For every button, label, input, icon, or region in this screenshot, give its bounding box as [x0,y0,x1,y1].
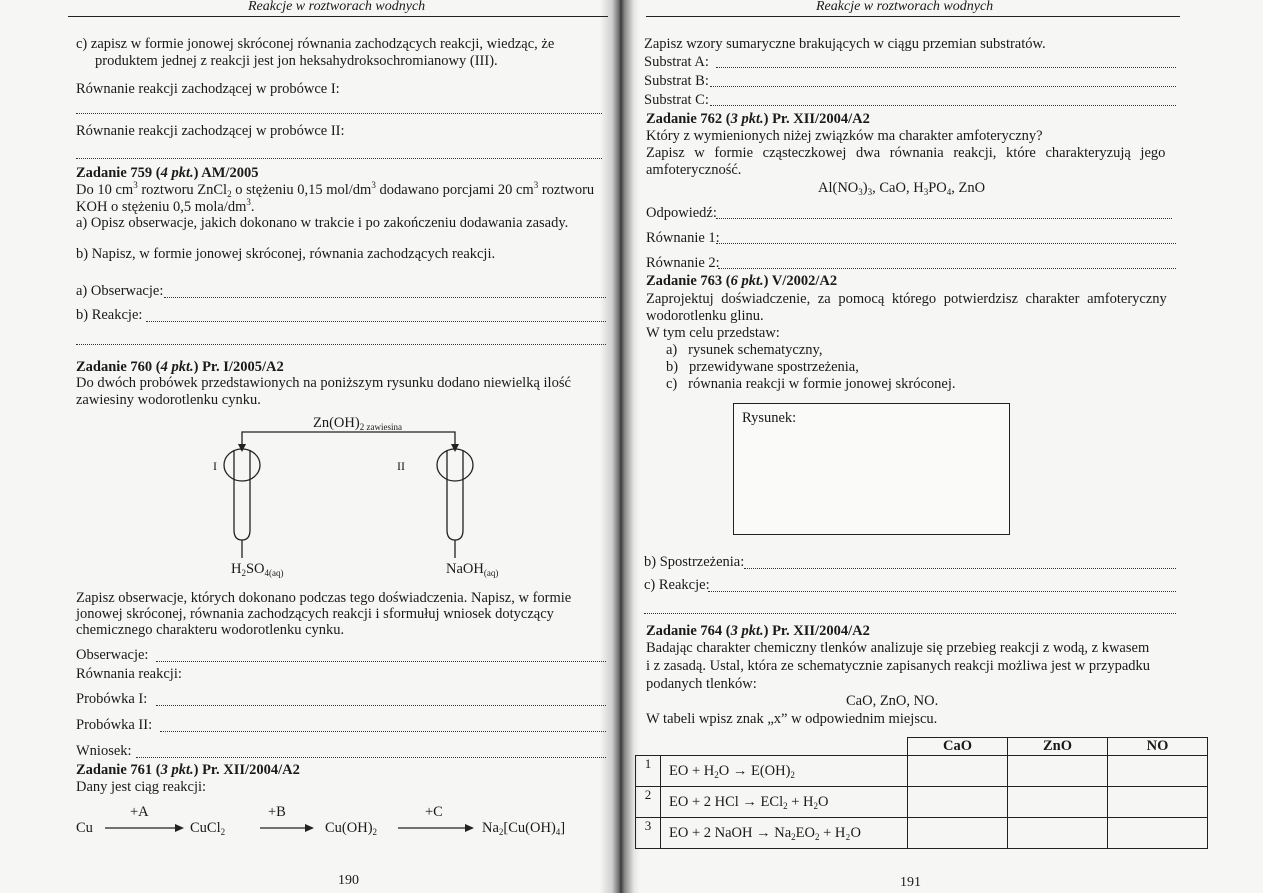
reagent-I-label: $H_2SO_{4(aq)}$ [231,561,284,578]
book-spine-shadow [600,0,640,893]
test-tubes-diagram [200,410,500,585]
reaction-chain-arrows [100,820,480,836]
task-760-line1: Do dwóch probówek przedstawionych na poniższym rysunku dodano niewielką ilość [76,375,571,391]
header-no: NO [1108,738,1208,756]
answer-line[interactable] [76,344,606,345]
reagent-II-label: NaOH$_{(aq)}$ [446,561,499,578]
equation-tube-I-label: Równanie reakcji zachodzącej w probówce I: [76,81,340,97]
task-763-line3: W tym celu przedstaw: [646,325,780,341]
answer-line[interactable] [644,613,1176,614]
task-764-line2: i z zasadą. Ustal, która ze schematycznie zapisanych reakcji możliwa jest w przypadku [646,658,1151,674]
task-763-item-b: b) przewidywane spostrzeżenia, [666,359,859,375]
right-page-number: 191 [900,875,921,890]
substrate-intro: Zapisz wzory sumaryczne brakujących w ciągu przemian substratów. [644,36,1046,52]
left-head-rule [68,16,608,17]
task-759-line2: KOH o stężeniu 0,5 mola/$dm^3$. [76,197,255,215]
task-760-tube-I-label: Probówka I: [76,691,148,707]
task-760-line2: zawiesiny wodorotlenku cynku. [76,392,261,408]
answer-cell[interactable] [1008,756,1108,787]
arrow-tip [238,444,246,452]
answer-cell[interactable] [908,756,1008,787]
answer-line[interactable] [160,731,606,732]
task-760-para3: chemicznego charakteru wodorotlenku cynku. [76,622,345,638]
drawing-box-label: Rysunek: [742,410,797,426]
task-760-observations-label: Obserwacje: [76,647,149,663]
answer-cell[interactable] [1008,818,1108,849]
answer-line[interactable] [710,105,1176,106]
equation-tube-II-label: Równanie reakcji zachodzącej w probówce II: [76,123,345,139]
answer-cell[interactable] [1008,787,1108,818]
table-header-row [636,738,1208,756]
answer-line[interactable] [164,297,606,298]
row-equation: EO + $H_2O \to E(OH)_2$ [661,756,908,787]
c-instruction-line2: produktem jednej z reakcji jest jon heksahydroksochromianowy (III). [95,53,498,69]
task-762-formulas: $Al(NO_3)_3$, CaO, $H_3PO_4$, ZnO [818,180,986,197]
task-761-title: Zadanie 761 (3 pkt.) Pr. XII/2004/A2 [76,762,300,778]
task-762-line1: Który z wymienionych niżej związków ma charakter amfoteryczny? [646,128,1043,144]
task-760-para2: jonowej skróconej, równania zachodzących reakcji i sformułuj wniosek dotyczący [76,606,554,622]
task-764-line3: podanych tlenków: [646,676,757,692]
figure-top-label: $Zn(OH)_{2 zawiesina}$ [313,415,402,432]
task-764-title: Zadanie 764 (3 pkt.) Pr. XII/2004/A2 [646,623,870,639]
task-764-line4: W tabeli wpisz znak „x” w odpowiednim miejscu. [646,711,938,727]
answer-line[interactable] [718,268,1176,269]
tube-I-label: I [213,459,217,473]
substrate-c-label: Substrat C: [644,92,709,108]
answer-line[interactable] [716,243,1176,244]
task-762-line2: Zapisz w formie cząsteczkowej dwa równania reakcji, które charakteryzują jego [646,145,1166,161]
table-row [636,756,1208,787]
task-763-line2: wodorotlenku glinu. [646,308,764,324]
header-zno: ZnO [1008,738,1108,756]
task-763-title: Zadanie 763 (6 pkt.) V/2002/A2 [646,273,838,289]
task-762-title: Zadanie 762 (3 pkt.) Pr. XII/2004/A2 [646,111,870,127]
task-759-title: Zadanie 759 (4 pkt.) AM/2005 [76,165,259,181]
task-761-line1: Dany jest ciąg reakcji: [76,779,207,795]
row-number: 2 [636,787,661,818]
chain-plus-a: +A [130,804,149,820]
substrate-a-label: Substrat A: [644,54,709,70]
task-759-observations-label: a) Obserwacje: [76,283,164,299]
task-759-reactions-label: b) Reakcje: [76,307,143,323]
table-row [636,787,1208,818]
answer-line[interactable] [710,86,1176,87]
task-760-title: Zadanie 760 (4 pkt.) Pr. I/2005/A2 [76,359,284,375]
answer-line[interactable] [156,705,606,706]
answer-cell[interactable] [1108,787,1208,818]
task-760-para1: Zapisz obserwacje, których dokonano podczas tego doświadczenia. Napisz, w formie [76,590,572,606]
task-763-item-a: a) rysunek schematyczny, [666,342,823,358]
task-764-line1: Badając charakter chemiczny tlenków analizuje się przebieg reakcji z wodą, z kwasem [646,640,1150,656]
task-760-conclusion-label: Wniosek: [76,743,132,759]
connector-line [242,432,455,446]
chain-plus-c: +C [425,804,443,820]
answer-line[interactable] [146,321,606,322]
test-tube-I [224,449,260,558]
table-row [636,818,1208,849]
task-762-line3: amfoteryczność. [646,162,742,178]
chain-cu: Cu [76,820,93,836]
chain-product: $Na_2[Cu(OH)_4]$ [482,820,566,837]
task-760-equations-label: Równania reakcji: [76,666,182,682]
c-instruction-line1: c) zapisz w formie jonowej skróconej równania zachodzących reakcji, wiedząc, że [76,36,555,52]
answer-cell[interactable] [1108,818,1208,849]
tube-II-label: II [397,459,405,473]
right-head-rule [646,16,1180,17]
task-762-answer-label: Odpowiedź: [646,205,717,221]
chain-cucl2: CuCl$_2$ [190,820,226,837]
answer-cell[interactable] [1108,756,1208,787]
task-763-item-c: c) równania reakcji w formie jonowej skróconej. [666,376,956,392]
task-763-line1: Zaprojektuj doświadczenie, za pomocą którego potwierdzisz charakter amfoteryczny [646,291,1167,307]
oxide-reactions-table [635,737,1208,849]
answer-line[interactable] [136,757,606,758]
left-running-head: Reakcje w roztworach wodnych [248,0,426,14]
answer-line[interactable] [156,661,606,662]
task-762-equation1-label: Równanie 1: [646,230,720,246]
row-number: 1 [636,756,661,787]
left-page-number: 190 [338,873,359,888]
chain-cuoh2: $Cu(OH)_2$ [325,820,378,837]
test-tube-II [437,449,473,558]
row-number: 3 [636,818,661,849]
task-764-oxides: CaO, ZnO, NO. [846,693,939,709]
drawing-box[interactable] [733,403,1010,535]
answer-line[interactable] [716,67,1176,68]
task-759-line1: Do 10 $cm^3$ roztworu ZnCl$_2$ o stężeniu 0,15 mol/$dm^3$ dodawano porcjami 20 $cm^3$ roztworu [76,180,595,199]
answer-line[interactable] [744,568,1176,569]
right-running-head: Reakcje w roztworach wodnych [816,0,994,14]
chain-plus-b: +B [268,804,286,820]
answer-cell[interactable] [908,787,1008,818]
answer-line[interactable] [76,158,602,159]
task-762-equation2-label: Równanie 2: [646,255,720,271]
answer-line[interactable] [716,218,1172,219]
answer-line[interactable] [708,591,1176,592]
task-763-observations-label: b) Spostrzeżenia: [644,554,745,570]
substrate-b-label: Substrat B: [644,73,709,89]
answer-cell[interactable] [908,818,1008,849]
arrow-tip [451,444,459,452]
row-equation: EO + 2 NaOH → $Na_2EO_2 + H_2O$ [661,818,908,849]
task-763-reactions-label: c) Reakcje: [644,577,710,593]
task-759-a: a) Opisz obserwacje, jakich dokonano w trakcie i po zakończeniu dodawania zasady. [76,215,569,231]
task-759-b: b) Napisz, w formie jonowej skróconej, równania zachodzących reakcji. [76,246,496,262]
answer-line[interactable] [76,113,602,114]
header-cao: CaO [908,738,1008,756]
task-760-tube-II-label: Probówka II: [76,717,153,733]
row-equation: EO + 2 HCl → $ECl_2 + H_2O$ [661,787,908,818]
